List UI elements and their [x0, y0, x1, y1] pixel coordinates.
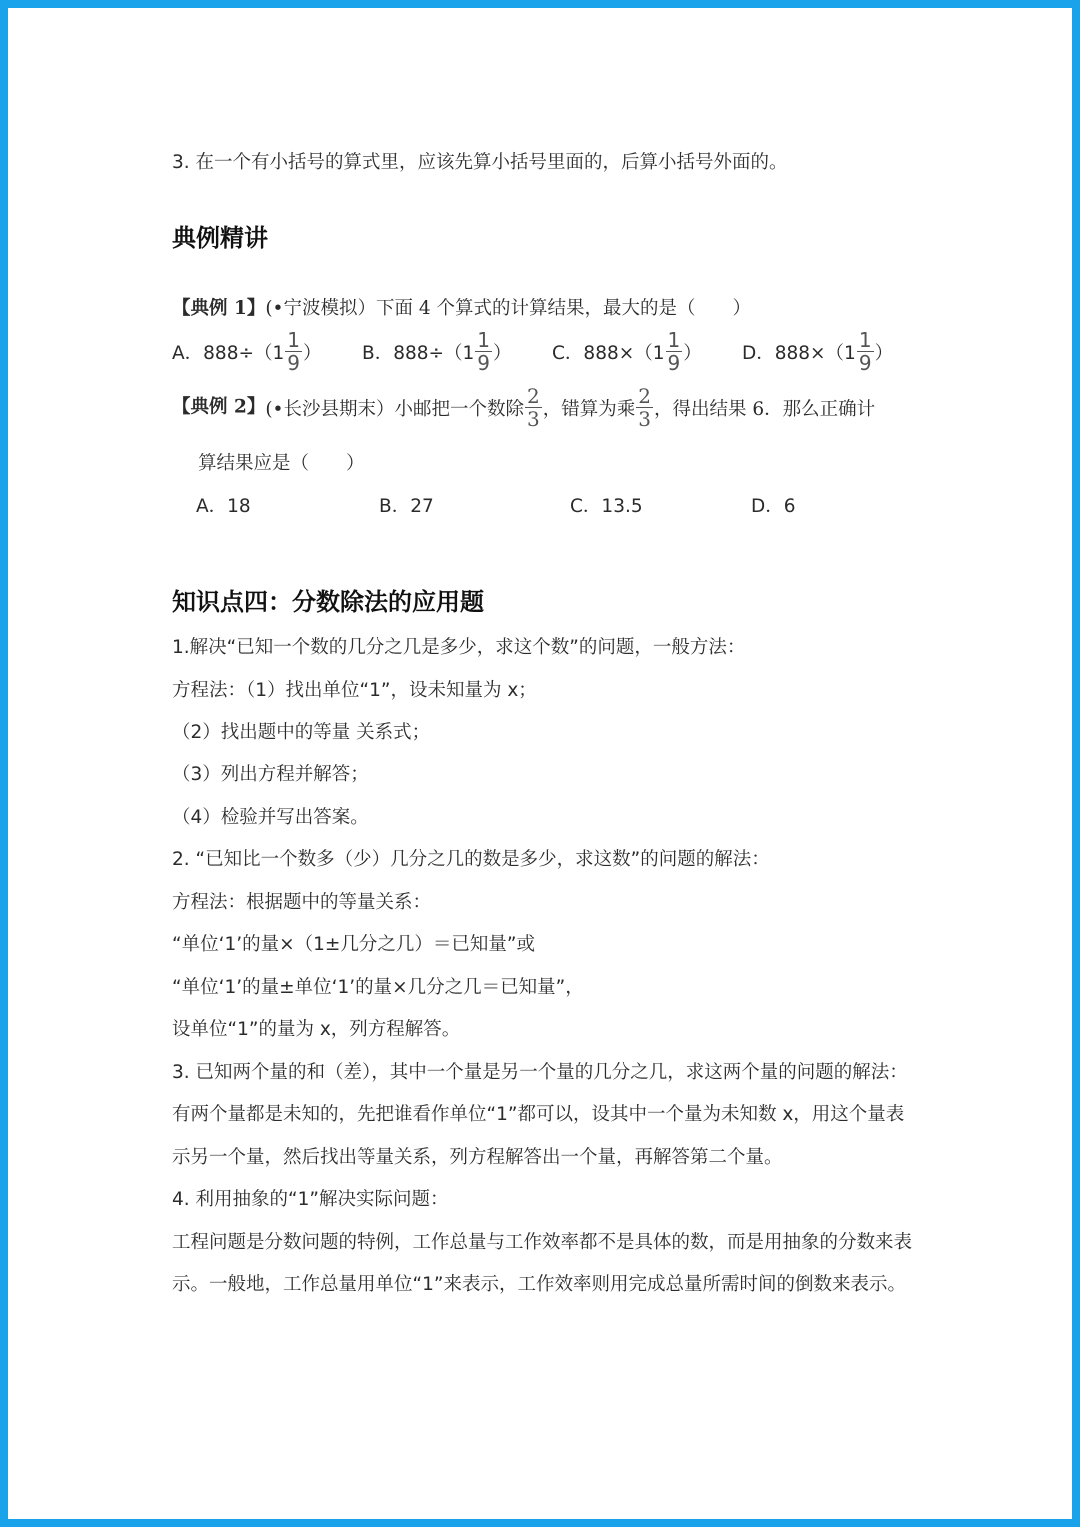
paragraph-line: 3. 已知两个量的和（差），其中一个量是另一个量的几分之几，求这两个量的问题的解法：: [172, 1062, 908, 1083]
paragraph-line: 工程问题是分数问题的特例，工作总量与工作效率都不是具体的数，而是用抽象的分数来表: [172, 1232, 913, 1253]
example-1-question: [172, 294, 751, 320]
example-1-option-b[interactable]: B．888÷（1 $\frac{1}{9}$ ）: [362, 328, 512, 375]
example-1-prefix: 【典例 1】: [172, 298, 266, 319]
rule-3-text: 3. 在一个有小括号的算式里，应该先算小括号里面的，后算小括号外面的。: [172, 152, 788, 173]
paragraph-line: （3）列出方程并解答；: [172, 764, 369, 785]
fraction: $\frac{1}{9}$: [667, 328, 681, 375]
section-heading-examples: 典例精讲: [172, 224, 268, 252]
example-2-question: 【典例 2】(•长沙县期末）小邮把一个数除 $\frac{2}{3}$ ，错算为乘 $\frac{2}{3}$ ，得出结果 6．那么正确计: [172, 384, 876, 431]
section-heading-knowledge-4: 知识点四：分数除法的应用题: [172, 588, 484, 616]
fraction: $\frac{1}{9}$: [287, 328, 300, 375]
fraction: $\frac{2}{3}$: [638, 384, 651, 431]
paragraph-line: （2）找出题中的等量 关系式；: [172, 722, 431, 743]
paragraph-line: “单位‘1’的量±单位‘1’的量×几分之几＝已知量”，: [172, 977, 584, 998]
paragraph-line: 示另一个量，然后找出等量关系，列方程解答出一个量，再解答第二个量。: [172, 1147, 783, 1168]
paragraph-line: 设单位“1”的量为 x，列方程解答。: [172, 1019, 461, 1040]
example-2-option-c[interactable]: C．13.5: [570, 496, 643, 517]
paragraph-line: 示。一般地，工作总量用单位“1”来表示，工作效率则用完成总量所需时间的倒数来表示。: [172, 1274, 906, 1295]
paragraph-line: 4. 利用抽象的“1”解决实际问题：: [172, 1189, 449, 1210]
example-2-prefix: 【典例 2】: [172, 396, 266, 418]
example-1-option-c[interactable]: C．888×（1 $\frac{1}{9}$ ）: [552, 328, 702, 375]
example-2-option-d[interactable]: D．6: [751, 496, 796, 517]
example-2-question-line2: 算结果应是（ ）: [198, 453, 365, 474]
example-2-option-a[interactable]: A．18: [196, 496, 251, 517]
example-1-option-d[interactable]: D．888×（1 $\frac{1}{9}$ ）: [742, 328, 894, 375]
paragraph-line: 1.解决“已知一个数的几分之几是多少，求这个数”的问题，一般方法：: [172, 637, 746, 658]
example-1-option-a[interactable]: A．888÷（1 $\frac{1}{9}$ ）: [172, 328, 322, 375]
paragraph-line: 方程法：根据题中的等量关系：: [172, 892, 432, 913]
paragraph-line: 方程法：（1）找出单位“1”，设未知量为 x；: [172, 680, 537, 701]
fraction: $\frac{1}{9}$: [858, 328, 872, 375]
example-2-option-b[interactable]: B．27: [379, 496, 434, 517]
paragraph-line: “单位‘1’的量×（1±几分之几）＝已知量”或: [172, 934, 535, 955]
paragraph-line: 2. “已知比一个数多（少）几分之几的数是多少，求这数”的问题的解法：: [172, 849, 770, 870]
paragraph-line: （4）检验并写出答案。: [172, 807, 369, 828]
fraction: $\frac{2}{3}$: [526, 384, 540, 431]
paragraph-line: 有两个量都是未知的，先把谁看作单位“1”都可以，设其中一个量为未知数 x，用这个量表: [172, 1104, 905, 1125]
fraction: $\frac{1}{9}$: [477, 328, 491, 375]
example-1-text: (•宁波模拟）下面 4 个算式的计算结果，最大的是（ ）: [265, 298, 751, 319]
